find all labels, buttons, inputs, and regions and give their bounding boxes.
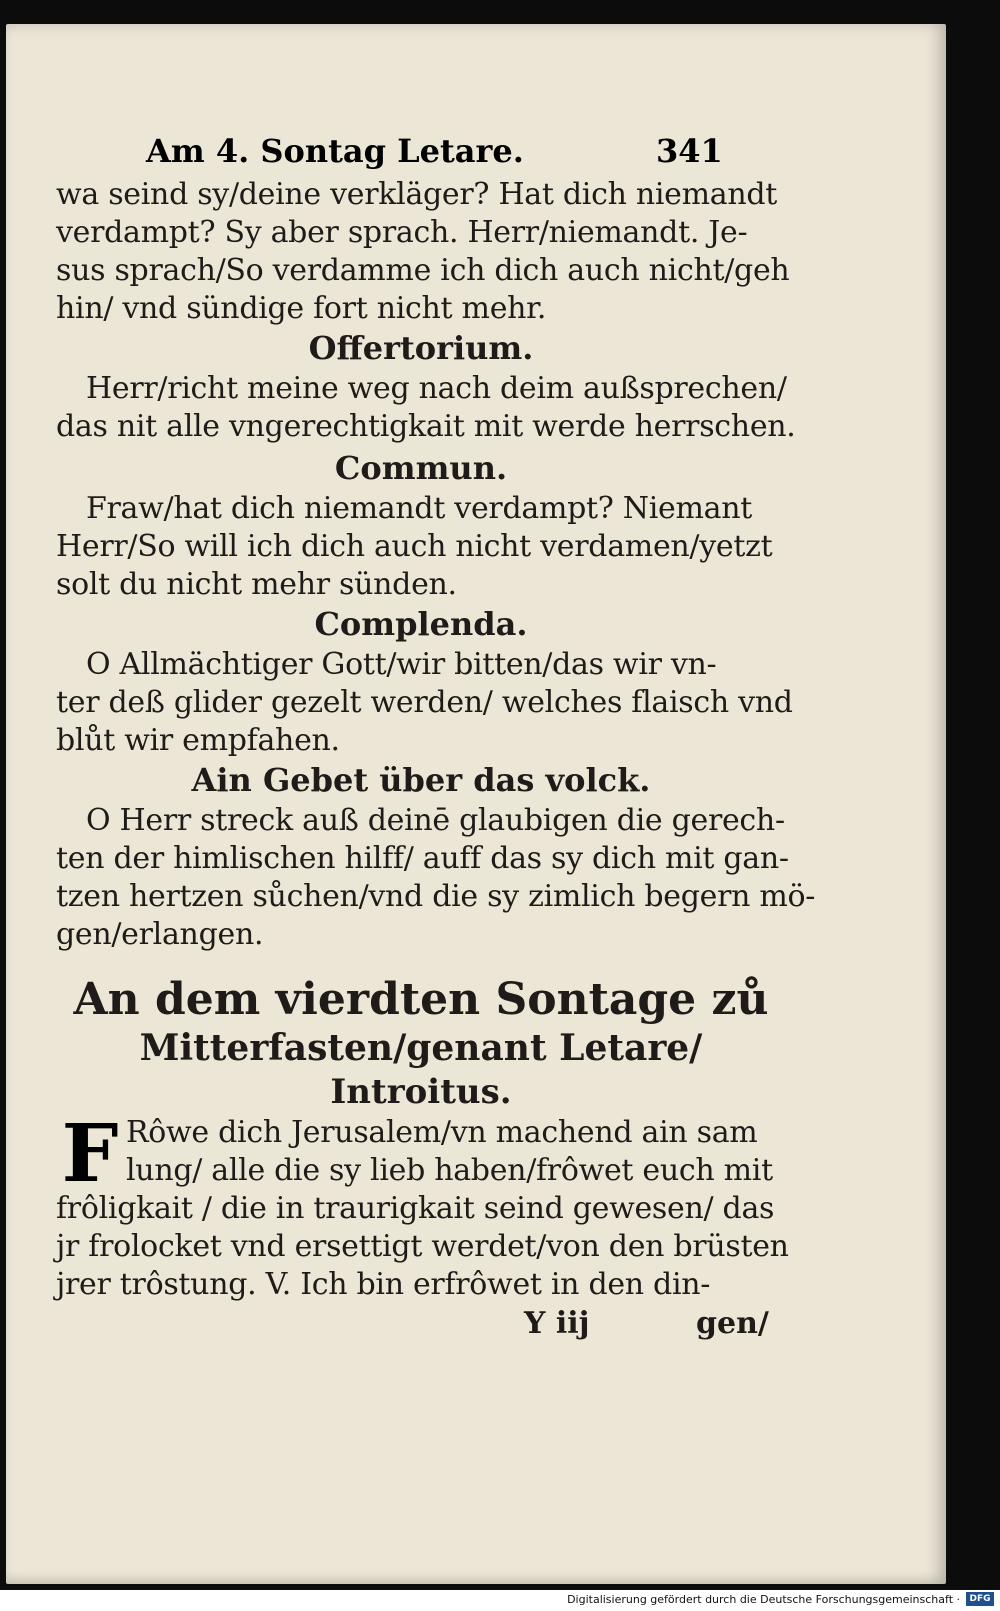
section-heading-complenda: Complenda. (314, 605, 528, 643)
chapter-title-line-2: Mitterfasten/genant Letare/ (139, 1027, 703, 1069)
text-line: wa seind sy/deine verkläger? Hat dich niemandt (56, 177, 778, 212)
text-line: gen/erlangen. (56, 917, 264, 952)
book-page (6, 24, 946, 1584)
text-line: blůt wir empfahen. (56, 723, 340, 758)
text-line: hin/ vnd sündige fort nicht mehr. (56, 291, 547, 326)
text-line: ter deß glider gezelt werden/ welches flaisch vnd (56, 685, 793, 720)
footer-credit: Digitalisierung gefördert durch die Deutsche Forschungsgemeinschaft · (567, 1593, 960, 1606)
text-line: lung/ alle die sy lieb haben/frôwet euch mit (126, 1153, 773, 1188)
text-line: sus sprach/So verdamme ich dich auch nicht/geh (56, 253, 790, 288)
chapter-title-line-3: Introitus. (330, 1072, 512, 1112)
section-heading-commun: Commun. (334, 449, 508, 487)
text-line: O Herr streck auß deinē glaubigen die gerech- (86, 803, 785, 838)
dfg-logo: DFG (966, 1592, 994, 1606)
section-heading-offertorium: Offertorium. (308, 329, 534, 367)
running-head: Am 4. Sontag Letare. (146, 132, 524, 170)
chapter-title-line-1: An dem vierdten Sontage zů (73, 974, 769, 1025)
drop-initial: F (61, 1106, 119, 1200)
signature-mark: Y iij (524, 1306, 590, 1341)
text-line: Fraw/hat dich niemandt verdampt? Niemant (86, 491, 752, 526)
text-line: Rôwe dich Jerusalem/vn machend ain sam (126, 1115, 758, 1150)
text-line: ten der himlischen hilff/ auff das sy dich mit gan- (56, 841, 789, 876)
text-line: solt du nicht mehr sünden. (56, 567, 457, 602)
text-line: jr frolocket vnd ersettigt werdet/von den brüsten (56, 1229, 789, 1264)
text-line: O Allmächtiger Gott/wir bitten/das wir vn- (86, 647, 717, 682)
text-line: frôligkait / die in traurigkait seind gewesen/ das (56, 1191, 775, 1226)
text-line: das nit alle vngerechtigkait mit werde herrschen. (56, 409, 796, 444)
text-line: verdampt? Sy aber sprach. Herr/niemandt. Je- (56, 215, 748, 250)
text-line: jrer trôstung. V. Ich bin erfrôwet in den din- (56, 1267, 711, 1302)
text-line: Herr/So will ich dich auch nicht verdamen/yetzt (56, 529, 773, 564)
catchword: gen/ (696, 1306, 769, 1341)
section-heading-gebet: Ain Gebet über das volck. (191, 761, 651, 799)
text-line: Herr/richt meine weg nach deim außsprechen/ (86, 371, 787, 406)
page-number: 341 (656, 132, 723, 170)
text-line: tzen hertzen sůchen/vnd die sy zimlich begern mö- (56, 879, 816, 914)
